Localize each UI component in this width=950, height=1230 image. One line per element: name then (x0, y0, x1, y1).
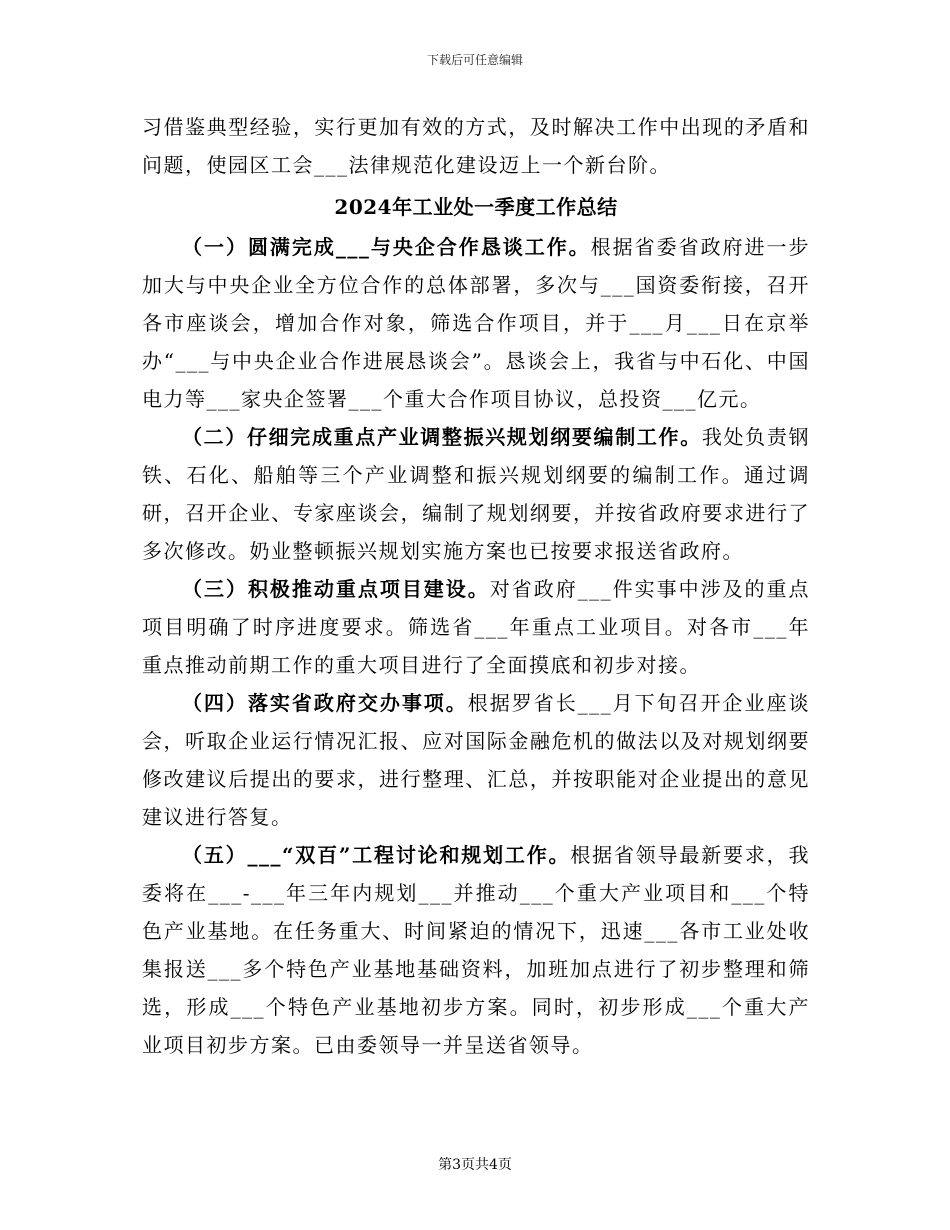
page-header: 下载后可任意编辑 (426, 53, 523, 67)
section-paragraph-4 (142, 684, 810, 836)
section-paragraph-3 (142, 570, 810, 684)
section-heading-3: （三）积极推动重点项目建设。 (182, 577, 490, 601)
page-footer: 第3页共4页 (438, 1157, 512, 1173)
section-heading-5: （五）___“双百”工程讨论和规划工作。 (182, 843, 571, 867)
section-body-3: 对省政府___件实事中涉及的重点项目明确了时序进度要求。筛选省___年重点工业项目。对各市___年重点推动前期工作的重大项目进行了全面摸底和初步对接。 (142, 577, 811, 677)
section-paragraph-2 (142, 418, 810, 570)
intro-paragraph: 习借鉴典型经验，实行更加有效的方式，及时解决工作中出现的矛盾和问题，使园区工会___法律规范化建设迈上一个新台阶。 (142, 115, 810, 177)
section-heading-1: （一）圆满完成___与央企合作恳谈工作。 (182, 235, 591, 259)
document-title: 2024年工业处一季度工作总结 (334, 195, 618, 219)
section-paragraph-5 (142, 836, 810, 1064)
section-heading-2: （二）仔细完成重点产业调整振兴规划纲要编制工作。 (182, 425, 702, 449)
section-paragraph-1 (142, 228, 810, 418)
section-body-2: 我处负责钢铁、石化、船舶等三个产业调整和振兴规划纲要的编制工作。通过调研，召开企业、专家座谈会，编制了规划纲要，并按省政府要求进行了多次修改。奶业整顿振兴规划实施方案也已按要求报送省政府。 (142, 425, 811, 563)
document-body (142, 108, 810, 1064)
section-heading-4: （四）落实省政府交办事项。 (182, 691, 468, 715)
section-body-1: 根据省委省政府进一步加大与中央企业全方位合作的总体部署，多次与___国资委衔接，召开各市座谈会，增加合作对象，筛选合作项目，并于___月___日在京举办“___与中央企业合作进展恳谈会”。恳谈会上，我省与中石化、中国电力等___家央企签署___个重大合作项目协议，总投资___亿元。 (142, 235, 811, 411)
section-body-5: 根据省领导最新要求，我委将在___-___年三年内规划___并推动___个重大产业项目和___个特色产业基地。在任务重大、时间紧迫的情况下，迅速___各市工业处收集报送___多个特色产业基地基础资料，加班加点进行了初步整理和筛选，形成___个特色产业基地初步方案。同时，初步形成___个重大产业项目初步方案。已由委领导一并呈送省领导。 (142, 843, 811, 1057)
section-body-4: 根据罗省长___月下旬召开企业座谈会，听取企业运行情况汇报、应对国际金融危机的做法以及对规划纲要修改建议后提出的要求，进行整理、汇总，并按职能对企业提出的意见建议进行答复。 (142, 691, 811, 829)
